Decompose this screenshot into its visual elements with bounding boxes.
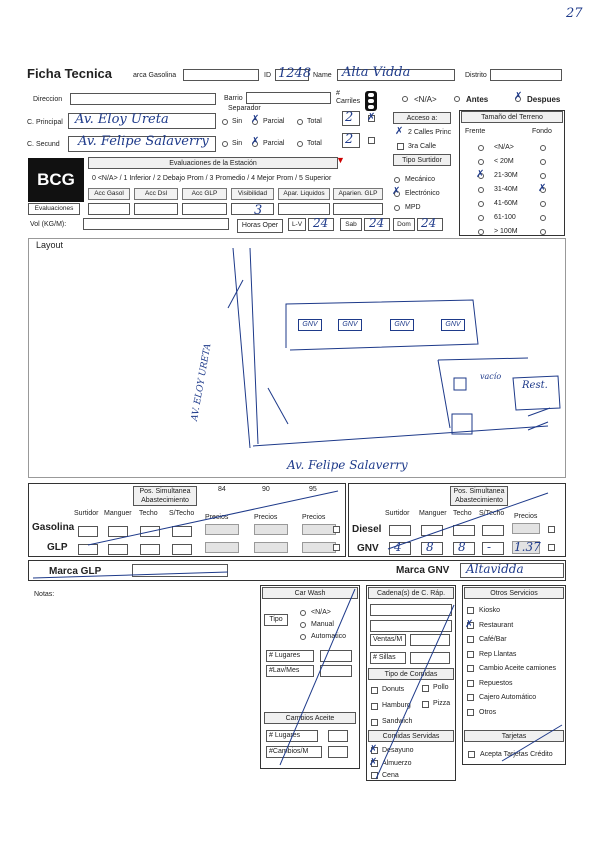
eval-field[interactable] bbox=[278, 203, 330, 215]
otros-item-label: Otros bbox=[479, 708, 497, 716]
acceso-3ra-check[interactable] bbox=[397, 143, 404, 150]
id-value: 1248 bbox=[278, 66, 312, 81]
gasolina-label: Gasolina bbox=[32, 522, 75, 533]
red-arrow-icon: ▼ bbox=[336, 155, 345, 165]
fuel-left-strike bbox=[28, 483, 346, 557]
gnv-value: 1.37 bbox=[514, 540, 541, 554]
terreno-size-label: <N/A> bbox=[494, 144, 514, 151]
otros-item-label: Cajero Automático bbox=[479, 694, 537, 701]
parcial-checkmark: ✗ bbox=[251, 114, 260, 125]
direccion-field[interactable] bbox=[70, 93, 216, 105]
barrio-label: Barrio bbox=[224, 95, 243, 102]
sandwich-label: Sandwich bbox=[382, 718, 413, 725]
donuts-label: Donuts bbox=[382, 686, 405, 693]
fuel-right-techo: Techo bbox=[453, 510, 472, 517]
vol-field[interactable] bbox=[83, 218, 229, 230]
traffic-light-icon bbox=[365, 91, 377, 111]
fondo-radio[interactable] bbox=[540, 201, 546, 207]
total-label: Total bbox=[307, 118, 322, 125]
marca-glp-label: Marca GLP bbox=[49, 566, 102, 577]
glp-label: GLP bbox=[47, 542, 68, 553]
status-na-label: <N/A> bbox=[414, 95, 437, 104]
cena-label: Cena bbox=[382, 772, 399, 779]
evaluaciones-scale: 0 <N/A> / 1 Inferior / 2 Debajo Prom / 3 Promedio / 4 Mejor Prom / 5 Superior bbox=[92, 175, 332, 182]
parcial-checkmark-2: ✗ bbox=[251, 136, 260, 147]
pizza-label: Pizza bbox=[433, 700, 451, 707]
diagonal-stroke bbox=[268, 388, 288, 424]
marca-gnv-value: Altavidda bbox=[466, 562, 524, 576]
terreno-header: Tamaño del Terreno bbox=[461, 111, 563, 123]
sin-label: Sin bbox=[232, 118, 243, 125]
horas-lv-value: 24 bbox=[313, 216, 329, 230]
status-despues-label: Despues bbox=[527, 95, 561, 104]
car-wash-lugares-label: # Lugares bbox=[266, 650, 314, 662]
bcg-logo: BCG bbox=[28, 158, 84, 202]
sep-principal-sin-radio[interactable] bbox=[222, 119, 228, 125]
car-wash-auto-label: Automatico bbox=[311, 633, 347, 640]
sketch-stroke bbox=[228, 280, 243, 308]
otros-item-label: Kiosko bbox=[479, 607, 501, 614]
fuel-left-surtidor: Surtidor bbox=[74, 510, 99, 517]
horas-lv-label: L-V bbox=[288, 218, 306, 231]
frente-radio[interactable] bbox=[478, 201, 484, 207]
notas-label: Notas: bbox=[34, 591, 55, 598]
gnv-value: 4 bbox=[394, 540, 402, 554]
terreno-size-label: < 20M bbox=[494, 158, 514, 165]
carriles-principal-value: 2 bbox=[345, 110, 354, 125]
carriles-principal-checkmark: ✗ bbox=[367, 112, 376, 123]
cadena-ventas-label: Ventas/M bbox=[370, 634, 406, 646]
gnv-value: - bbox=[487, 540, 492, 554]
street-line-bottom bbox=[253, 426, 548, 446]
cadena-strike bbox=[366, 585, 456, 781]
form-title: Ficha Tecnica bbox=[27, 66, 113, 81]
dispenser-1: GNV bbox=[298, 319, 322, 331]
cadena-sillas-label: # Sillas bbox=[370, 652, 406, 664]
car-wash-na-label: <N/A> bbox=[311, 609, 331, 616]
fondo-radio[interactable] bbox=[540, 173, 546, 179]
almuerzo-label: Almuerzo bbox=[382, 760, 412, 767]
carriles-label: # Carriles bbox=[336, 90, 361, 105]
fuel-right-pos-header: Pos. Simultanea Abastecimiento bbox=[450, 486, 508, 506]
acepta-tarjetas-label: Acepta Tarjetas Crédito bbox=[480, 751, 553, 758]
vol-label: Vol (KG/M): bbox=[30, 221, 67, 228]
fuel-right-strike bbox=[348, 483, 566, 557]
octane-90: 90 bbox=[262, 486, 270, 493]
car-wash-header: Car Wash bbox=[262, 587, 358, 599]
eval-col-header: Acc Gasol bbox=[88, 188, 130, 200]
marcas-strike bbox=[28, 560, 566, 581]
marca-gnv-label: Marca GNV bbox=[396, 565, 450, 576]
name-label: Name bbox=[313, 72, 332, 79]
car-wash-tipo-label: Tipo bbox=[264, 614, 288, 626]
surtidor-mpd-radio[interactable] bbox=[394, 205, 400, 211]
fuel-right-manguer: Manguer bbox=[419, 510, 447, 517]
name-value: Alta Vidda bbox=[342, 65, 411, 80]
horas-sab-value: 24 bbox=[369, 216, 385, 230]
separador-label: Separador bbox=[228, 105, 261, 112]
sep-secund-sin-radio[interactable] bbox=[222, 141, 228, 147]
cambios-lugares-label: # Lugares bbox=[266, 730, 318, 742]
desayuno-checkmark: ✗ bbox=[369, 744, 378, 755]
terreno-size-label: 41-60M bbox=[494, 200, 518, 207]
street-vertical-label: AV. ELOY URETA bbox=[190, 342, 214, 422]
eval-field[interactable] bbox=[88, 203, 130, 215]
id-label: ID bbox=[264, 72, 271, 79]
fuel-right-surtidor: Surtidor bbox=[385, 510, 410, 517]
otros-header: Otros Servicios bbox=[464, 587, 564, 599]
fuel-left-manguer: Manguer bbox=[104, 510, 132, 517]
total-label-2: Total bbox=[307, 140, 322, 147]
building-line bbox=[438, 360, 450, 428]
eval-col-header: Visibilidad bbox=[231, 188, 274, 200]
terreno-size-label: 21-30M bbox=[494, 172, 518, 179]
fuel-right-stecho: S/Techo bbox=[479, 510, 505, 517]
fondo-radio[interactable] bbox=[540, 145, 546, 151]
frente-radio[interactable] bbox=[478, 159, 484, 165]
surtidor-mpd-label: MPD bbox=[405, 204, 421, 211]
fondo-label: Fondo bbox=[532, 128, 552, 135]
vacio-box bbox=[454, 378, 466, 390]
gnv-label: GNV bbox=[357, 543, 379, 554]
eval-col-header: Aparien. GLP bbox=[333, 188, 383, 200]
eval-col-header: Apar. Liquidos bbox=[278, 188, 330, 200]
octane-95: 95 bbox=[309, 486, 317, 493]
c-principal-label: C. Principal bbox=[27, 119, 63, 126]
fuel-left-pos-header: Pos. Simultanea Abastecimiento bbox=[133, 486, 197, 506]
frente-radio[interactable] bbox=[478, 145, 484, 151]
pollo-label: Pollo bbox=[433, 684, 449, 691]
despues-checkmark: ✗ bbox=[514, 91, 523, 102]
otros-item-label: Cambio Aceite camiones bbox=[479, 665, 557, 672]
c-principal-value: Av. Eloy Ureta bbox=[75, 112, 169, 127]
horas-sab-label: Sab bbox=[340, 218, 362, 231]
horas-dom-value: 24 bbox=[421, 216, 437, 230]
street-horizontal-label: Av. Felipe Salaverry bbox=[287, 458, 408, 472]
frente-radio[interactable] bbox=[478, 229, 484, 235]
tarjetas-header: Tarjetas bbox=[464, 730, 564, 742]
frente-checkmark: ✗ bbox=[476, 169, 485, 180]
building-line-top bbox=[438, 358, 528, 360]
surtidor-mecanico-label: Mecánico bbox=[405, 176, 435, 183]
acceso-3ra-label: 3ra Calle bbox=[408, 143, 437, 150]
restaurant-checkmark: ✗ bbox=[465, 618, 474, 630]
desayuno-label: Desayuno bbox=[382, 747, 414, 754]
surtidor-mecanico-radio[interactable] bbox=[394, 177, 400, 183]
cadena-header: Cadena(s) de C. Ráp. bbox=[368, 587, 454, 599]
carriles-secund-value: 2 bbox=[345, 132, 354, 147]
visibilidad-value: 3 bbox=[254, 203, 263, 218]
sin-label-2: Sin bbox=[232, 140, 243, 147]
hamburg-label: Hamburg bbox=[382, 702, 411, 709]
direccion-label: Direccion bbox=[33, 96, 63, 103]
diesel-label: Diesel bbox=[352, 524, 382, 535]
fondo-checkmark: ✗ bbox=[538, 183, 547, 194]
c-secund-label: C. Secund bbox=[27, 141, 60, 148]
frente-label: Frente bbox=[465, 128, 486, 135]
tipo-surtidor-header: Tipo Surtidor bbox=[393, 154, 451, 166]
status-na-radio[interactable] bbox=[402, 96, 408, 102]
fondo-radio[interactable] bbox=[540, 215, 546, 221]
horas-oper-label: Horas Oper bbox=[237, 219, 283, 233]
dispenser-3: GNV bbox=[390, 319, 414, 331]
distrito-field[interactable] bbox=[490, 69, 562, 81]
sep-secund-total-radio[interactable] bbox=[297, 141, 303, 147]
acceso-princ-label: 2 Calles Princ bbox=[408, 129, 452, 136]
tipo-comidas-header: Tipo de Comidas bbox=[368, 668, 454, 680]
otros-item-label: Café/Bar bbox=[479, 636, 507, 643]
gnv-value: 8 bbox=[458, 540, 466, 554]
fondo-radio[interactable] bbox=[540, 159, 546, 165]
terreno-size-label: > 100M bbox=[494, 228, 518, 235]
fondo-radio[interactable] bbox=[540, 229, 546, 235]
evaluaciones-row-label: Evaluaciones bbox=[28, 203, 80, 215]
fuel-right-precios: Precios bbox=[514, 513, 538, 520]
otros-item-label: Repuestos bbox=[479, 679, 513, 687]
distrito-label: Distrito bbox=[465, 72, 487, 79]
sep-principal-total-radio[interactable] bbox=[297, 119, 303, 125]
frente-radio[interactable] bbox=[478, 187, 484, 193]
restaurant-label: Rest. bbox=[522, 380, 548, 391]
evaluaciones-header: Evaluaciones de la Estación bbox=[88, 157, 338, 169]
eval-field[interactable] bbox=[134, 203, 178, 215]
parcial-label-2: Parcial bbox=[263, 140, 285, 147]
status-antes-radio[interactable] bbox=[454, 96, 460, 102]
page-number: 27 bbox=[566, 6, 583, 21]
terreno-size-label: 61-100 bbox=[494, 214, 516, 221]
dispenser-2: GNV bbox=[338, 319, 362, 331]
eval-field[interactable] bbox=[182, 203, 227, 215]
car-wash-manual-label: Manual bbox=[311, 621, 334, 628]
car-wash-lavmes-label: #Lav/Mes bbox=[266, 665, 314, 677]
electronico-checkmark: ✗ bbox=[392, 186, 401, 197]
almuerzo-checkmark: ✗ bbox=[369, 757, 378, 768]
car-wash-strike bbox=[260, 585, 360, 769]
cambios-mes-label: #Cambios/M bbox=[266, 746, 322, 758]
street-line-right bbox=[250, 248, 258, 444]
otros-item-label: Rep Llantas bbox=[479, 650, 517, 658]
layout-label: Layout bbox=[36, 240, 64, 250]
c-secund-value: Av. Felipe Salaverry bbox=[78, 134, 209, 149]
gnv-value: 8 bbox=[426, 540, 434, 554]
vacio-label: vacío bbox=[480, 372, 502, 381]
fuel-left-stecho: S/Techo bbox=[169, 510, 195, 517]
status-antes-label: Antes bbox=[466, 95, 489, 104]
marca-gasolina-field[interactable] bbox=[183, 69, 259, 81]
carriles-secund-check[interactable] bbox=[368, 137, 375, 144]
acceso-header: Acceso a: bbox=[393, 112, 451, 124]
eval-field[interactable] bbox=[333, 203, 383, 215]
precios-84: Precios bbox=[205, 514, 229, 521]
cambios-aceite-header: Cambios Aceite bbox=[264, 712, 356, 724]
layout-sketch bbox=[28, 238, 566, 478]
fuel-left-techo: Techo bbox=[139, 510, 158, 517]
barrio-field[interactable] bbox=[246, 92, 331, 104]
terreno-size-label: 31-40M bbox=[494, 186, 518, 193]
horas-dom-label: Dom bbox=[393, 218, 415, 231]
otros-strike bbox=[462, 585, 566, 765]
marca-gasolina-label: arca Gasolina bbox=[133, 72, 177, 79]
dispenser-4: GNV bbox=[441, 319, 465, 331]
otros-item-label: Restaurant bbox=[479, 621, 514, 629]
frente-radio[interactable] bbox=[478, 215, 484, 221]
parcial-label: Parcial bbox=[263, 118, 285, 125]
precios-95: Precios bbox=[302, 514, 326, 521]
eval-field[interactable] bbox=[231, 203, 274, 215]
eval-col-header: Acc Dsl bbox=[134, 188, 178, 200]
octane-84: 84 bbox=[218, 486, 226, 493]
acceso-princ-checkmark: ✗ bbox=[395, 126, 404, 137]
eval-col-header: Acc GLP bbox=[182, 188, 227, 200]
precios-90: Precios bbox=[254, 514, 278, 521]
comidas-servidas-header: Comidas Servidas bbox=[368, 730, 454, 742]
surtidor-electronico-label: Electrónico bbox=[405, 190, 440, 197]
street-line-left bbox=[233, 248, 250, 448]
